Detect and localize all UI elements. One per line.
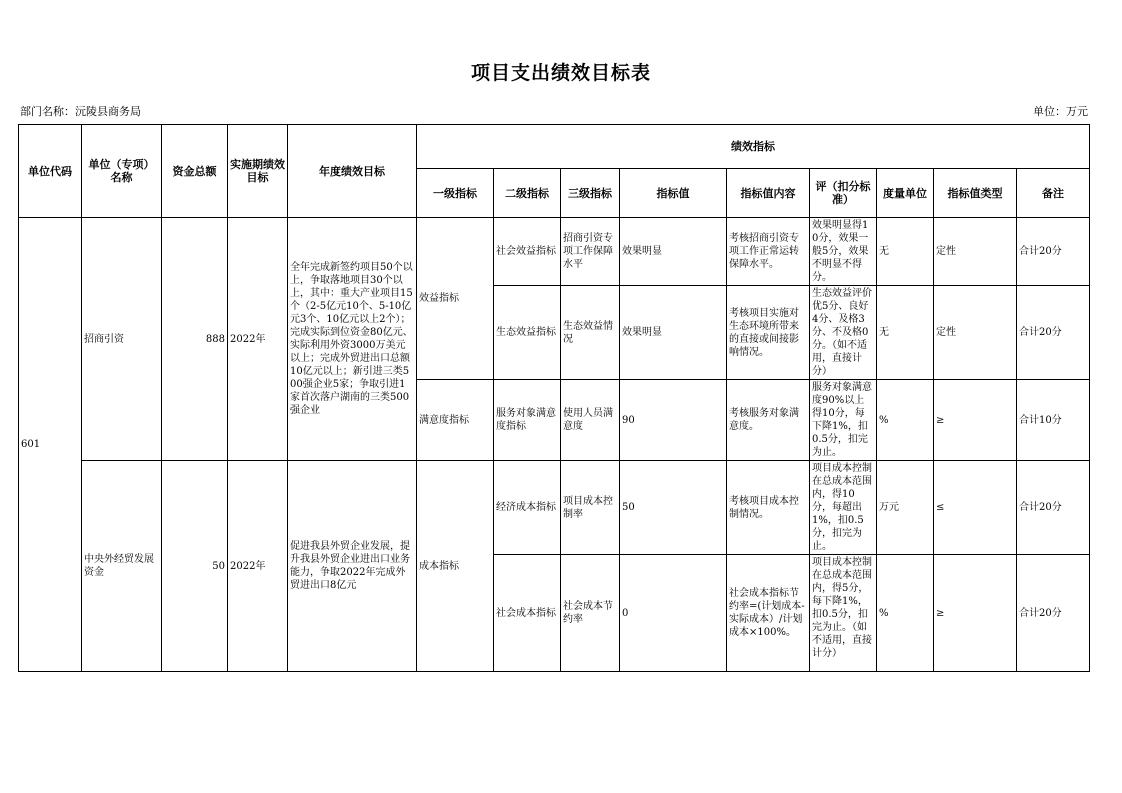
value-content-cell: 考核项目成本控制情况。 xyxy=(727,461,810,555)
remark-cell: 合计20分 xyxy=(1017,461,1090,555)
level3-cell: 项目成本控制率 xyxy=(561,461,620,555)
level1-cell: 满意度指标 xyxy=(417,380,494,461)
remark-cell: 合计20分 xyxy=(1017,286,1090,380)
measure-unit-cell: 无 xyxy=(877,218,934,286)
header-project-name: 单位（专项）名称 xyxy=(82,125,162,218)
performance-target-table xyxy=(18,124,1090,672)
header-score-standard: 评（扣分标准） xyxy=(810,169,877,218)
department-label: 部门名称：沅陵县商务局 xyxy=(20,105,141,118)
funds-cell: 50 xyxy=(162,461,228,672)
measure-unit-cell: 万元 xyxy=(877,461,934,555)
indicator-value-cell: 50 xyxy=(620,461,727,555)
header-annual-goal: 年度绩效目标 xyxy=(288,125,417,218)
project-name-cell: 招商引资 xyxy=(82,218,162,461)
score-standard-cell: 服务对象满意度90%以上得10分，每下降1%，扣0.5分，扣完为止。 xyxy=(810,380,877,461)
project-name-cell: 中央外经贸发展资金 xyxy=(82,461,162,672)
value-content-cell: 考核招商引资专项工作正常运转保障水平。 xyxy=(727,218,810,286)
period-cell: 2022年 xyxy=(228,461,288,672)
header-measure-unit: 度量单位 xyxy=(877,169,934,218)
header-unit-code: 单位代码 xyxy=(19,125,82,218)
page-title: 项目支出绩效目标表 xyxy=(470,62,651,84)
indicator-value-cell: 0 xyxy=(620,555,727,672)
level1-cell: 效益指标 xyxy=(417,218,494,380)
measure-unit-cell: % xyxy=(877,380,934,461)
header-row-1 xyxy=(19,125,1090,169)
funds-cell: 888 xyxy=(162,218,228,461)
level3-cell: 社会成本节约率 xyxy=(561,555,620,672)
value-type-cell: ≥ xyxy=(934,380,1017,461)
level3-cell: 使用人员满意度 xyxy=(561,380,620,461)
header-level2: 二级指标 xyxy=(494,169,561,218)
header-level3: 三级指标 xyxy=(561,169,620,218)
remark-cell: 合计10分 xyxy=(1017,380,1090,461)
header-value-content: 指标值内容 xyxy=(727,169,810,218)
remark-cell: 合计20分 xyxy=(1017,218,1090,286)
value-type-cell: 定性 xyxy=(934,218,1017,286)
indicator-value-cell: 90 xyxy=(620,380,727,461)
indicator-value-cell: 效果明显 xyxy=(620,218,727,286)
level1-cell: 成本指标 xyxy=(417,461,494,672)
level3-cell: 招商引资专项工作保障水平 xyxy=(561,218,620,286)
header-level1: 一级指标 xyxy=(417,169,494,218)
score-standard-cell: 效果明显得10分，效果一般5分，效果不明显不得分。 xyxy=(810,218,877,286)
header-indicators: 绩效指标 xyxy=(417,125,1090,169)
header-indicator-value: 指标值 xyxy=(620,169,727,218)
score-standard-cell: 项目成本控制在总成本范围内，得5分，每下降1%，扣0.5分，扣完为止。（如不适用，直接计分） xyxy=(810,555,877,672)
table-row xyxy=(19,461,1090,555)
level2-cell: 服务对象满意度指标 xyxy=(494,380,561,461)
remark-cell: 合计20分 xyxy=(1017,555,1090,672)
level2-cell: 社会成本指标 xyxy=(494,555,561,672)
header-period-goal: 实施期绩效目标 xyxy=(228,125,288,218)
value-content-cell: 社会成本指标节约率=(计划成本-实际成本）/计划成本×100%。 xyxy=(727,555,810,672)
level3-cell: 生态效益情况 xyxy=(561,286,620,380)
value-type-cell: 定性 xyxy=(934,286,1017,380)
annual-goal-cell: 全年完成新签约项目50个以上，争取落地项目30个以上，其中：重大产业项目15个（2-5亿元10个、5-10亿元3个、10亿元以上2个）；完成实际到位资金80亿元、实际利用外资3000万美元以上；完成外贸进出口总额10亿元以上；新引进三类500强企业5家；争取引进1家首次落户湖南的三类500强企业 xyxy=(288,218,417,461)
value-type-cell: ≤ xyxy=(934,461,1017,555)
indicator-value-cell: 效果明显 xyxy=(620,286,727,380)
header-remark: 备注 xyxy=(1017,169,1090,218)
table-row xyxy=(19,218,1090,286)
value-content-cell: 考核项目实施对生态环境所带来的直接或间接影响情况。 xyxy=(727,286,810,380)
score-standard-cell: 项目成本控制在总成本范围内，得10分，每超出1%，扣0.5分，扣完为止。 xyxy=(810,461,877,555)
score-standard-cell: 生态效益评价优5分、良好4分、及格3分、不及格0分。（如不适用，直接计分） xyxy=(810,286,877,380)
value-type-cell: ≥ xyxy=(934,555,1017,672)
unit-code-cell: 601 xyxy=(19,218,82,672)
header-value-type: 指标值类型 xyxy=(934,169,1017,218)
level2-cell: 生态效益指标 xyxy=(494,286,561,380)
header-total-funds: 资金总额 xyxy=(162,125,228,218)
annual-goal-cell: 促进我县外贸企业发展，提升我县外贸企业进出口业务能力，争取2022年完成外贸进出口8亿元 xyxy=(288,461,417,672)
level2-cell: 社会效益指标 xyxy=(494,218,561,286)
value-content-cell: 考核服务对象满意度。 xyxy=(727,380,810,461)
measure-unit-cell: % xyxy=(877,555,934,672)
currency-unit-label: 单位：万元 xyxy=(1033,105,1088,118)
measure-unit-cell: 无 xyxy=(877,286,934,380)
level2-cell: 经济成本指标 xyxy=(494,461,561,555)
period-cell: 2022年 xyxy=(228,218,288,461)
